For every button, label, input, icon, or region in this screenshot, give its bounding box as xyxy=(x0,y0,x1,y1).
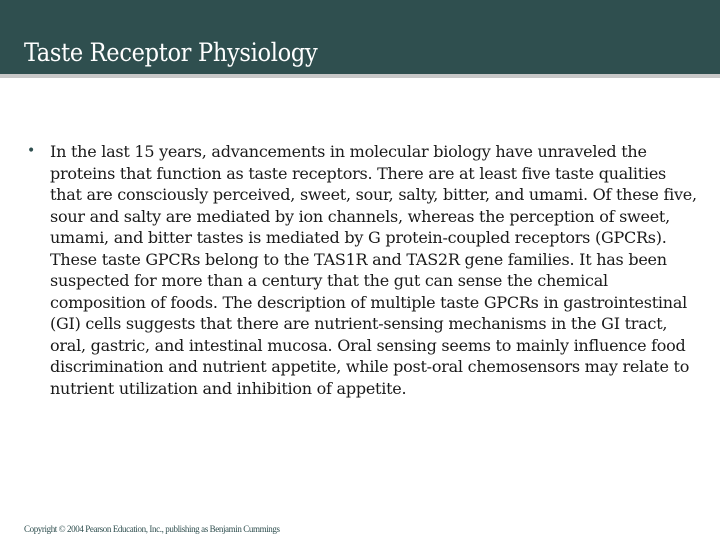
title-bar xyxy=(0,0,720,74)
title-divider xyxy=(0,74,720,78)
copyright-footer: Copyright © 2004 Pearson Education, Inc., publishing as Benjamin Cummings xyxy=(24,524,280,534)
bullet-marker: • xyxy=(27,143,36,159)
slide-title: Taste Receptor Physiology xyxy=(24,38,318,67)
bullet-text: In the last 15 years, advancements in molecular biology have unraveled the proteins that function as taste receptors. There are at least five taste qualities that are consciously perceived, sweet, sour, salty, bitter, and umami. Of these five, sour and salty are mediated by ion channels, whereas the perception of sweet, umami, and bitter tastes is mediated by G protein-coupled receptors (GPCRs). These taste GPCRs belong to the TAS1R and TAS2R gene families. It has been suspected for more than a century that the gut can sense the chemical composition of foods. The description of multiple taste GPCRs in gastrointestinal (GI) cells suggests that there are nutrient-sensing mechanisms in the GI tract, oral, gastric, and intestinal mucosa. Oral sensing seems to mainly influence food discrimination and nutrient appetite, while post-oral chemosensors may relate to nutrient utilization and inhibition of appetite. xyxy=(50,142,697,398)
